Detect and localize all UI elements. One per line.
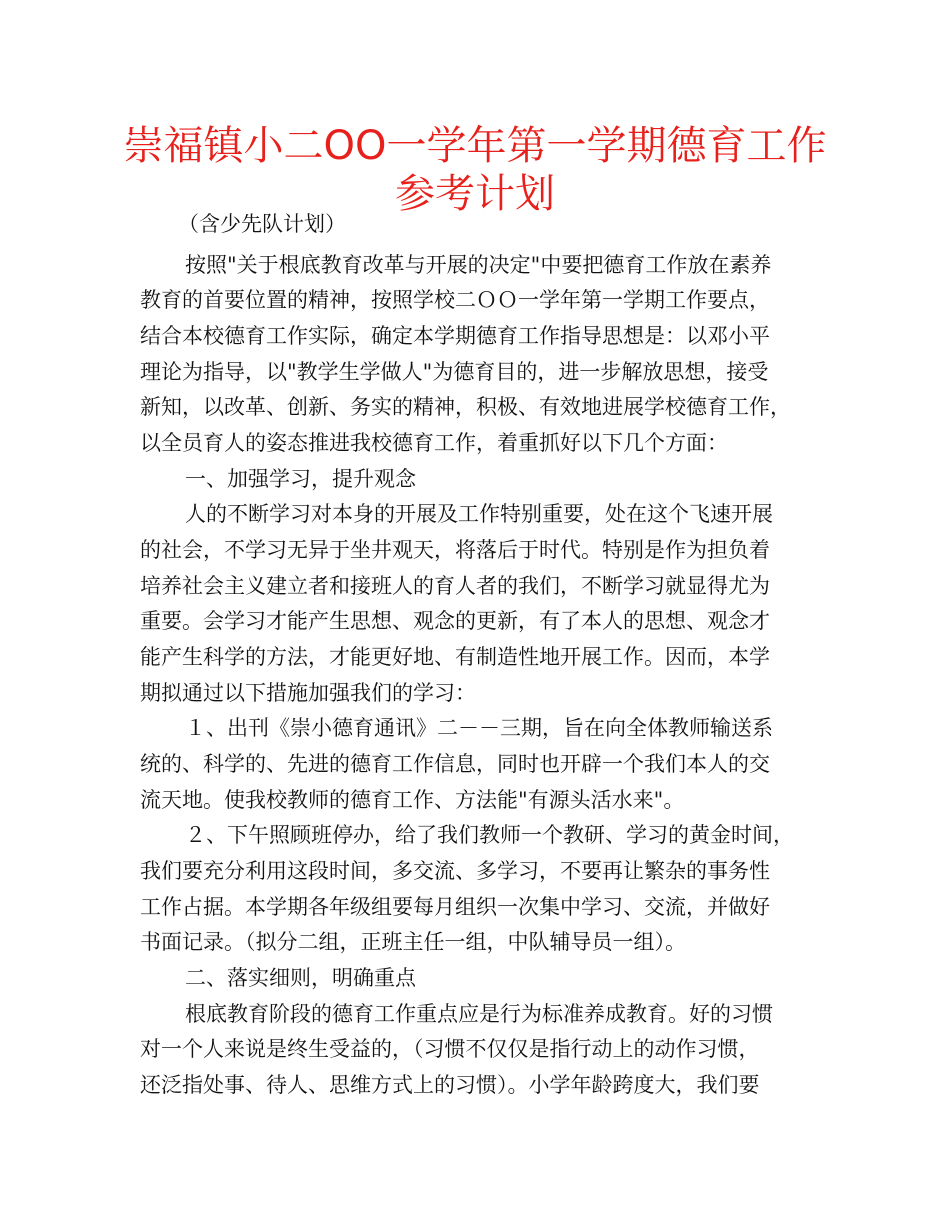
paragraph-line: 按照"关于根底教育改革与开展的决定"中要把德育工作放在素养 (185, 253, 772, 277)
list-item-line: １、出刊《崇小德育通讯》二－－三期，旨在向全体教师输送系 (185, 716, 773, 740)
section-heading: 二、落实细则，明确重点 (185, 966, 416, 990)
paragraph-line: 流天地。使我校教师的德育工作、方法能"有源头活水来"。 (140, 788, 685, 812)
paragraph-line: 期拟通过以下措施加强我们的学习： (140, 681, 476, 705)
document-title-line-2: 参考计划 (395, 171, 555, 217)
paragraph-line: 能产生科学的方法，才能更好地、有制造性地开展工作。因而，本学 (140, 645, 770, 669)
paragraph-line: 书面记录。（拟分二组，正班主任一组，中队辅导员一组）。 (140, 930, 686, 954)
paragraph-line: 培养社会主义建立者和接班人的育人者的我们，不断学习就显得尤为 (140, 574, 770, 598)
paragraph-line: 对一个人来说是终生受益的，（习惯不仅仅是指行动上的动作习惯， (140, 1037, 760, 1061)
paragraph-line: 我们要充分利用这段时间，多交流、多学习，不要再让繁杂的事务性 (140, 859, 770, 883)
list-item-line: ２、下午照顾班停办，给了我们教师一个教研、学习的黄金时间， (185, 823, 794, 847)
paragraph-line: 还泛指处事、待人、思维方式上的习惯）。小学年龄跨度大，我们要 (140, 1073, 760, 1097)
paragraph-line: 结合本校德育工作实际，确定本学期德育工作指导思想是：以邓小平 (140, 324, 770, 348)
paragraph-line: 工作占据。本学期各年级组要每月组织一次集中学习、交流，并做好 (140, 895, 770, 919)
paragraph-line: 人的不断学习对本身的开展及工作特别重要，处在这个飞速开展 (185, 502, 773, 526)
subtitle-note: （含少先队计划） (178, 212, 346, 236)
paragraph-line: 的社会，不学习无异于坐井观天，将落后于时代。特别是作为担负着 (140, 538, 770, 562)
section-heading: 一、加强学习，提升观念 (185, 467, 416, 491)
document-title-line-1: 崇福镇小二OO一学年第一学期德育工作 (123, 123, 827, 169)
paragraph-line: 统的、科学的、先进的德育工作信息，同时也开辟一个我们本人的交 (140, 752, 770, 776)
paragraph-line: 以全员育人的姿态推进我校德育工作，着重抓好以下几个方面： (140, 431, 728, 455)
paragraph-line: 重要。会学习才能产生思想、观念的更新，有了本人的思想、观念才 (140, 609, 770, 633)
paragraph-line: 理论为指导，以"教学生学做人"为德育目的，进一步解放思想，接受 (140, 360, 769, 384)
paragraph-line: 新知，以改革、创新、务实的精神，积极、有效地进展学校德育工作， (140, 395, 791, 419)
paragraph-line: 根底教育阶段的德育工作重点应是行为标准养成教育。好的习惯 (185, 1002, 773, 1026)
paragraph-line: 教育的首要位置的精神，按照学校二ＯＯ一学年第一学期工作要点， (140, 288, 770, 312)
